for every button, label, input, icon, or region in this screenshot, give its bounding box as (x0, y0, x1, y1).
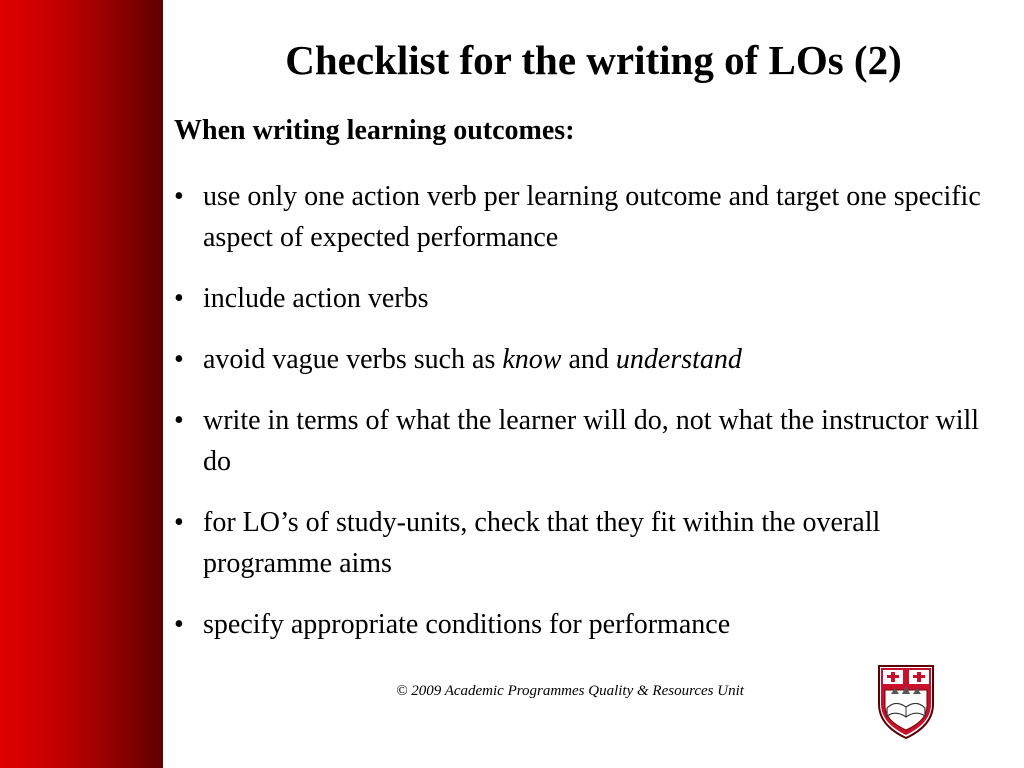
copyright-footer: © 2009 Academic Programmes Quality & Resources Unit (396, 683, 744, 699)
slide-title: Checklist for the writing of LOs (2) (285, 37, 902, 83)
bullet-text-prefix: avoid vague verbs such as (203, 344, 503, 375)
slide-subheading: When writing learning outcomes: (174, 115, 575, 146)
bullet-item-action-verbs (174, 278, 1004, 319)
decorative-sidebar (0, 0, 163, 768)
bullet-item-one-verb (174, 176, 1004, 258)
emphasis-understand: understand (615, 344, 742, 375)
bullet-item-programme-aims (174, 502, 1004, 584)
bullet-text: include action verbs (203, 283, 429, 314)
bullet-text-middle: and (561, 344, 616, 375)
bullet-text: specify appropriate conditions for performance (203, 609, 731, 640)
bullet-marker: • (174, 609, 184, 640)
bullet-item-conditions (174, 604, 1004, 645)
bullet-list (174, 176, 1004, 665)
bullet-marker: • (174, 181, 184, 212)
emphasis-know: know (502, 344, 562, 375)
bullet-item-learner-terms (174, 400, 1004, 482)
bullet-text: use only one action verb per learning outcome and target one specific aspect of expected performance (203, 181, 981, 253)
bullet-marker: • (174, 405, 184, 436)
bullet-item-avoid-vague (174, 339, 1004, 380)
bullet-marker: • (174, 344, 184, 375)
bullet-text: write in terms of what the learner will do, not what the instructor will do (203, 405, 980, 477)
university-crest-icon (877, 664, 935, 740)
bullet-marker: • (174, 283, 184, 314)
bullet-text: for LO’s of study-units, check that they fit within the overall programme aims (203, 507, 881, 579)
bullet-marker: • (174, 507, 184, 538)
